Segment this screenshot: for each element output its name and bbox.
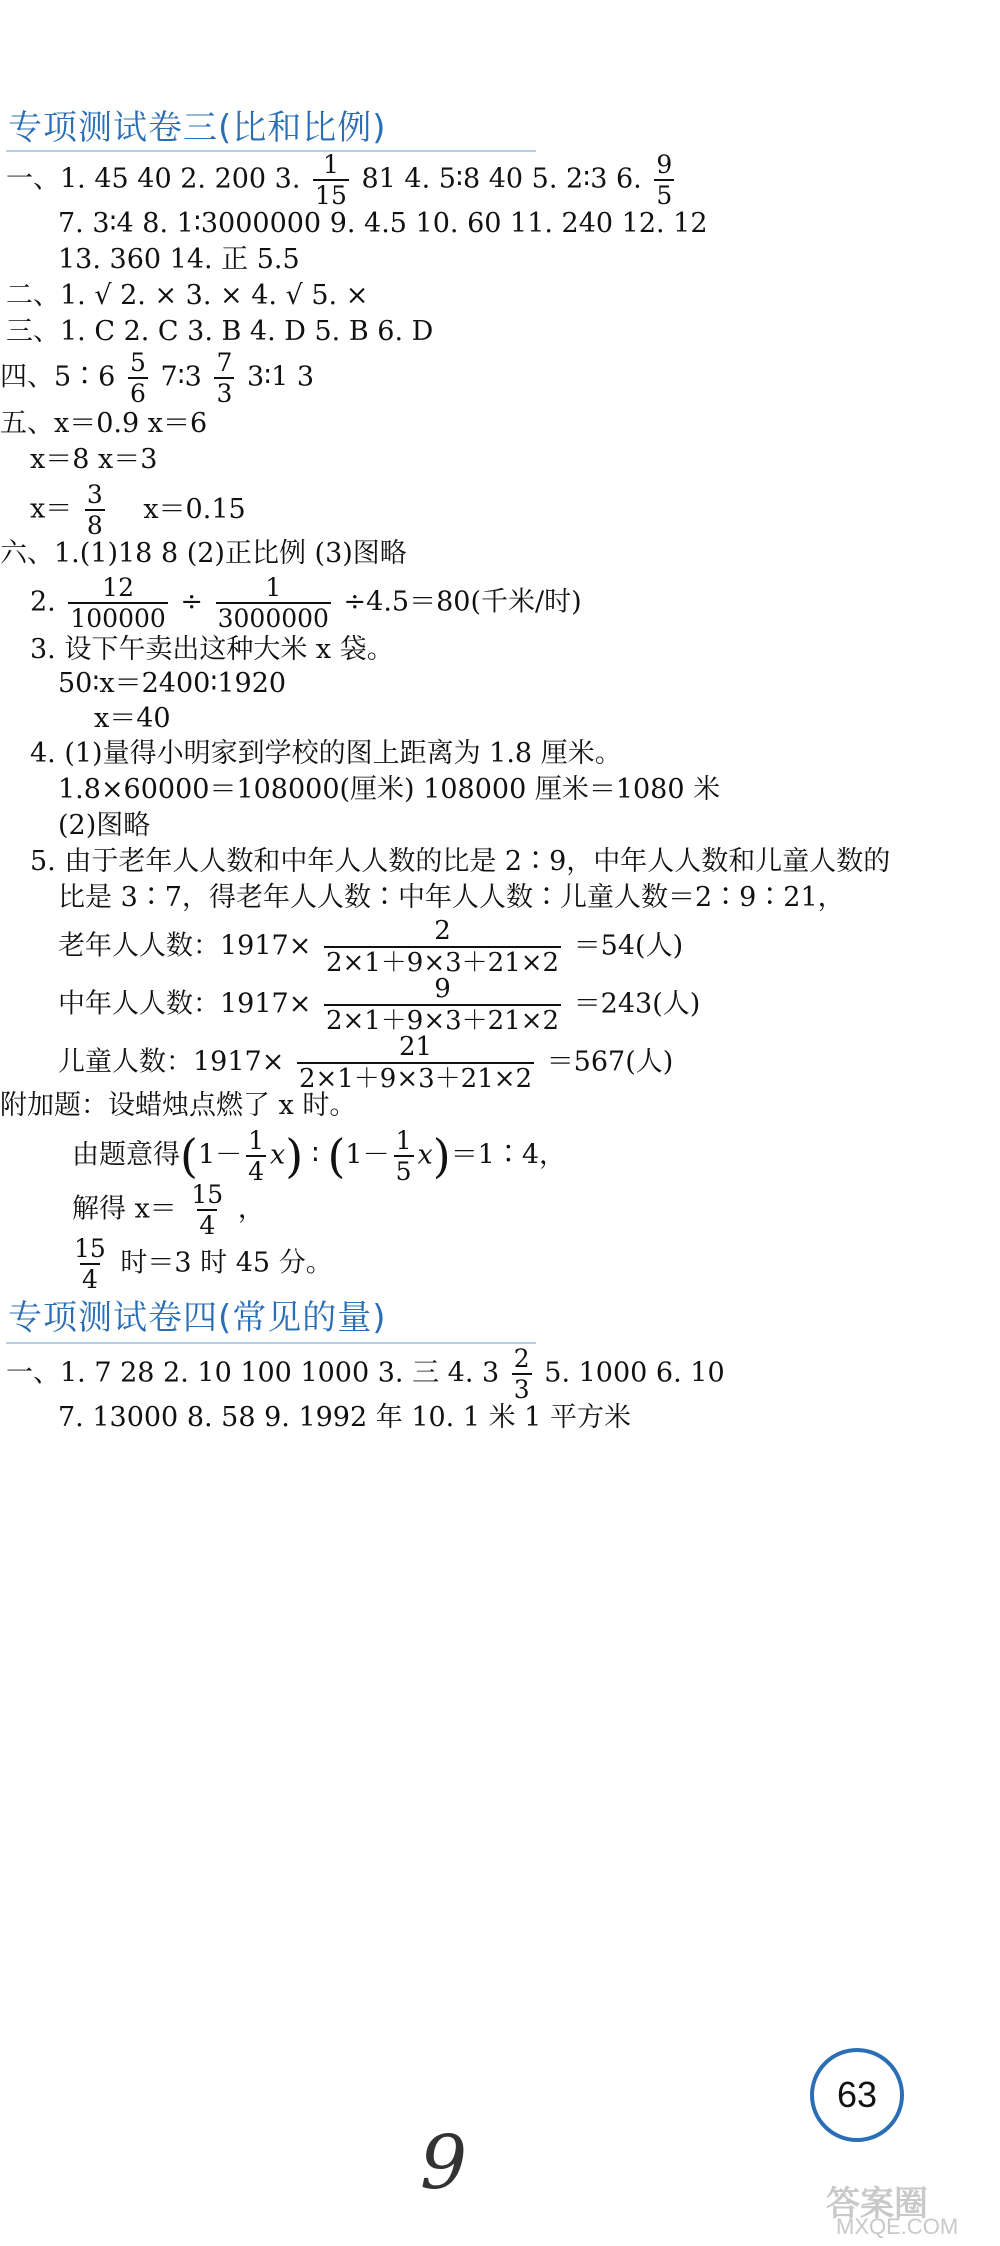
fraction: $\frac{21}{2\times 1+9\times 3+21\times 2}$ — [298, 1032, 533, 1094]
bonus-d-post: 时＝3 时 45 分。 — [120, 1247, 333, 1279]
section-title-3: 专项测试卷三(比和比例) — [8, 108, 387, 148]
fraction: $\frac{15}{4}$ — [191, 1180, 224, 1240]
answer-line-q6-3b: 50∶x＝2400∶1920 — [58, 668, 287, 699]
fraction: $\frac{1}{3000000}$ — [217, 573, 329, 633]
answer-line-q6-3c: x＝40 — [94, 703, 171, 734]
answer-line-q6-4a: 4. (1)量得小明家到学校的图上距离为 1.8 厘米。 — [30, 738, 622, 769]
answer-line-bonus-a: 附加题：设蜡烛点燃了 x 时。 — [0, 1090, 357, 1121]
paren: ) — [432, 1129, 451, 1183]
watermark-url: MXQE.COM — [836, 2214, 959, 2239]
answer-line-q1-2: 7. 3∶4 8. 1∶3000000 9. 4.5 10. 60 11. 240 12. 12 — [58, 208, 708, 239]
q4-text-c: 3∶1 3 — [246, 361, 315, 393]
bonus-b-x1: x — [270, 1139, 286, 1171]
section-rule-4 — [6, 1342, 536, 1344]
q5-text-b: x＝0.15 — [143, 493, 246, 525]
q6-5c-post: ＝54(人) — [573, 930, 684, 962]
answer-line-q1 — [6, 152, 678, 208]
answer-line-q6-5e — [58, 1034, 673, 1092]
q4-text-b: 7∶3 — [160, 361, 202, 393]
fraction: $\frac{3}{8}$ — [86, 480, 103, 540]
answer-line-q4 — [0, 350, 314, 406]
answer-line-s4-2: 7. 13000 8. 58 9. 1992 年 10. 1 米 1 平方米 — [58, 1402, 631, 1433]
answer-line-q6-3a: 3. 设下午卖出这种大米 x 袋。 — [30, 634, 394, 665]
fraction: $\frac{2}{3}$ — [513, 1344, 530, 1404]
answer-line-bonus-c — [72, 1182, 265, 1238]
answer-line-q6-5b: 比是 3∶7，得老年人人数∶中年人人数∶儿童人数＝2∶9∶21， — [58, 882, 845, 913]
q6-5e-pre: 儿童人数：1917× — [58, 1046, 285, 1078]
q6-2-text-c: ÷4.5＝80(千米/时) — [343, 586, 582, 618]
q6-5d-pre: 中年人人数：1917× — [58, 988, 312, 1020]
q5-text-a: x＝ — [30, 493, 73, 525]
fraction: $\frac{5}{6}$ — [129, 348, 146, 408]
q6-5c-pre: 老年人人数：1917× — [58, 930, 312, 962]
answer-line-q6-4b: 1.8×60000＝108000(厘米) 108000 厘米＝1080 米 — [58, 774, 721, 805]
answer-line-q3: 三、1. C 2. C 3. B 4. D 5. B 6. D — [6, 316, 434, 347]
bonus-b-mid: ∶ — [311, 1139, 319, 1171]
s4-1-text-b: 5. 1000 6. 10 — [544, 1357, 725, 1389]
bonus-c-pre: 解得 x＝ — [72, 1193, 177, 1225]
bonus-b-pre: 由题意得 — [72, 1139, 180, 1171]
q6-5d-post: ＝243(人) — [573, 988, 701, 1020]
fraction: $\frac{15}{4}$ — [74, 1234, 106, 1294]
answer-line-bonus-b — [72, 1128, 566, 1184]
bonus-b-x2: x — [417, 1139, 433, 1171]
q1-text-b: 81 4. 5∶8 40 5. 2∶3 6. — [361, 163, 642, 195]
answer-line-q5-1: 五、x＝0.9 x＝6 — [0, 408, 208, 439]
fraction: $\frac{2}{2\times 1+9\times 3+21\times 2}$ — [325, 916, 560, 978]
bonus-b-1: 1－ — [197, 1139, 243, 1171]
fraction: $\frac{9}{5}$ — [656, 150, 673, 210]
answer-line-q1-3: 13. 360 14. 正 5.5 — [58, 244, 300, 275]
page-number: 63 — [836, 2074, 878, 2115]
answer-line-q6-2 — [30, 575, 582, 631]
paren: ( — [180, 1129, 198, 1183]
fraction: $\frac{9}{2\times 1+9\times 3+21\times 2}$ — [325, 974, 560, 1036]
q4-text-a: 四、5∶6 — [0, 361, 116, 393]
fraction: $\frac{12}{100000}$ — [70, 573, 166, 633]
s4-1-text-a: 一、1. 7 28 2. 10 100 1000 3. 三 4. 3 — [6, 1357, 500, 1389]
q1-text-a: 一、1. 45 40 2. 200 3. — [6, 163, 301, 195]
answer-line-q6-1: 六、1.(1)18 8 (2)正比例 (3)图略 — [0, 538, 407, 569]
answer-line-q6-5d — [58, 976, 700, 1034]
bonus-b-post: ＝1∶4， — [450, 1139, 567, 1171]
answer-line-q6-5c — [58, 918, 683, 976]
handwritten-mark: 9 — [420, 2120, 468, 2206]
answer-line-q2: 二、1. √ 2. × 3. × 4. √ 5. × — [6, 280, 369, 311]
page-number-badge — [810, 2048, 904, 2142]
q6-2-text-b: ÷ — [180, 586, 204, 618]
section-title-4: 专项测试卷四(常见的量) — [8, 1298, 387, 1338]
q6-5e-post: ＝567(人) — [546, 1046, 674, 1078]
fraction: $\frac{7}{3}$ — [216, 348, 233, 408]
answer-line-q5-3 — [30, 482, 246, 538]
answer-line-q5-2: x＝8 x＝3 — [30, 444, 158, 475]
fraction: $\frac{1}{5}$ — [395, 1126, 412, 1186]
answer-line-s4-1 — [6, 1346, 725, 1402]
paren: ( — [327, 1129, 346, 1183]
fraction: $\frac{1}{4}$ — [248, 1126, 265, 1186]
paren: ) — [285, 1129, 304, 1183]
q6-2-text-a: 2. — [30, 586, 56, 618]
answer-line-q6-5a: 5. 由于老年人人数和中年人人数的比是 2∶9，中年人人数和儿童人数的 — [30, 846, 891, 877]
bonus-c-post: ， — [237, 1193, 265, 1225]
answer-line-q6-4c: (2)图略 — [58, 810, 151, 841]
watermark-logo: 答案圈 — [826, 2185, 928, 2223]
bonus-b-2: 1－ — [345, 1139, 390, 1171]
answer-line-bonus-d — [68, 1236, 333, 1292]
fraction: $\frac{1}{15}$ — [315, 150, 347, 210]
